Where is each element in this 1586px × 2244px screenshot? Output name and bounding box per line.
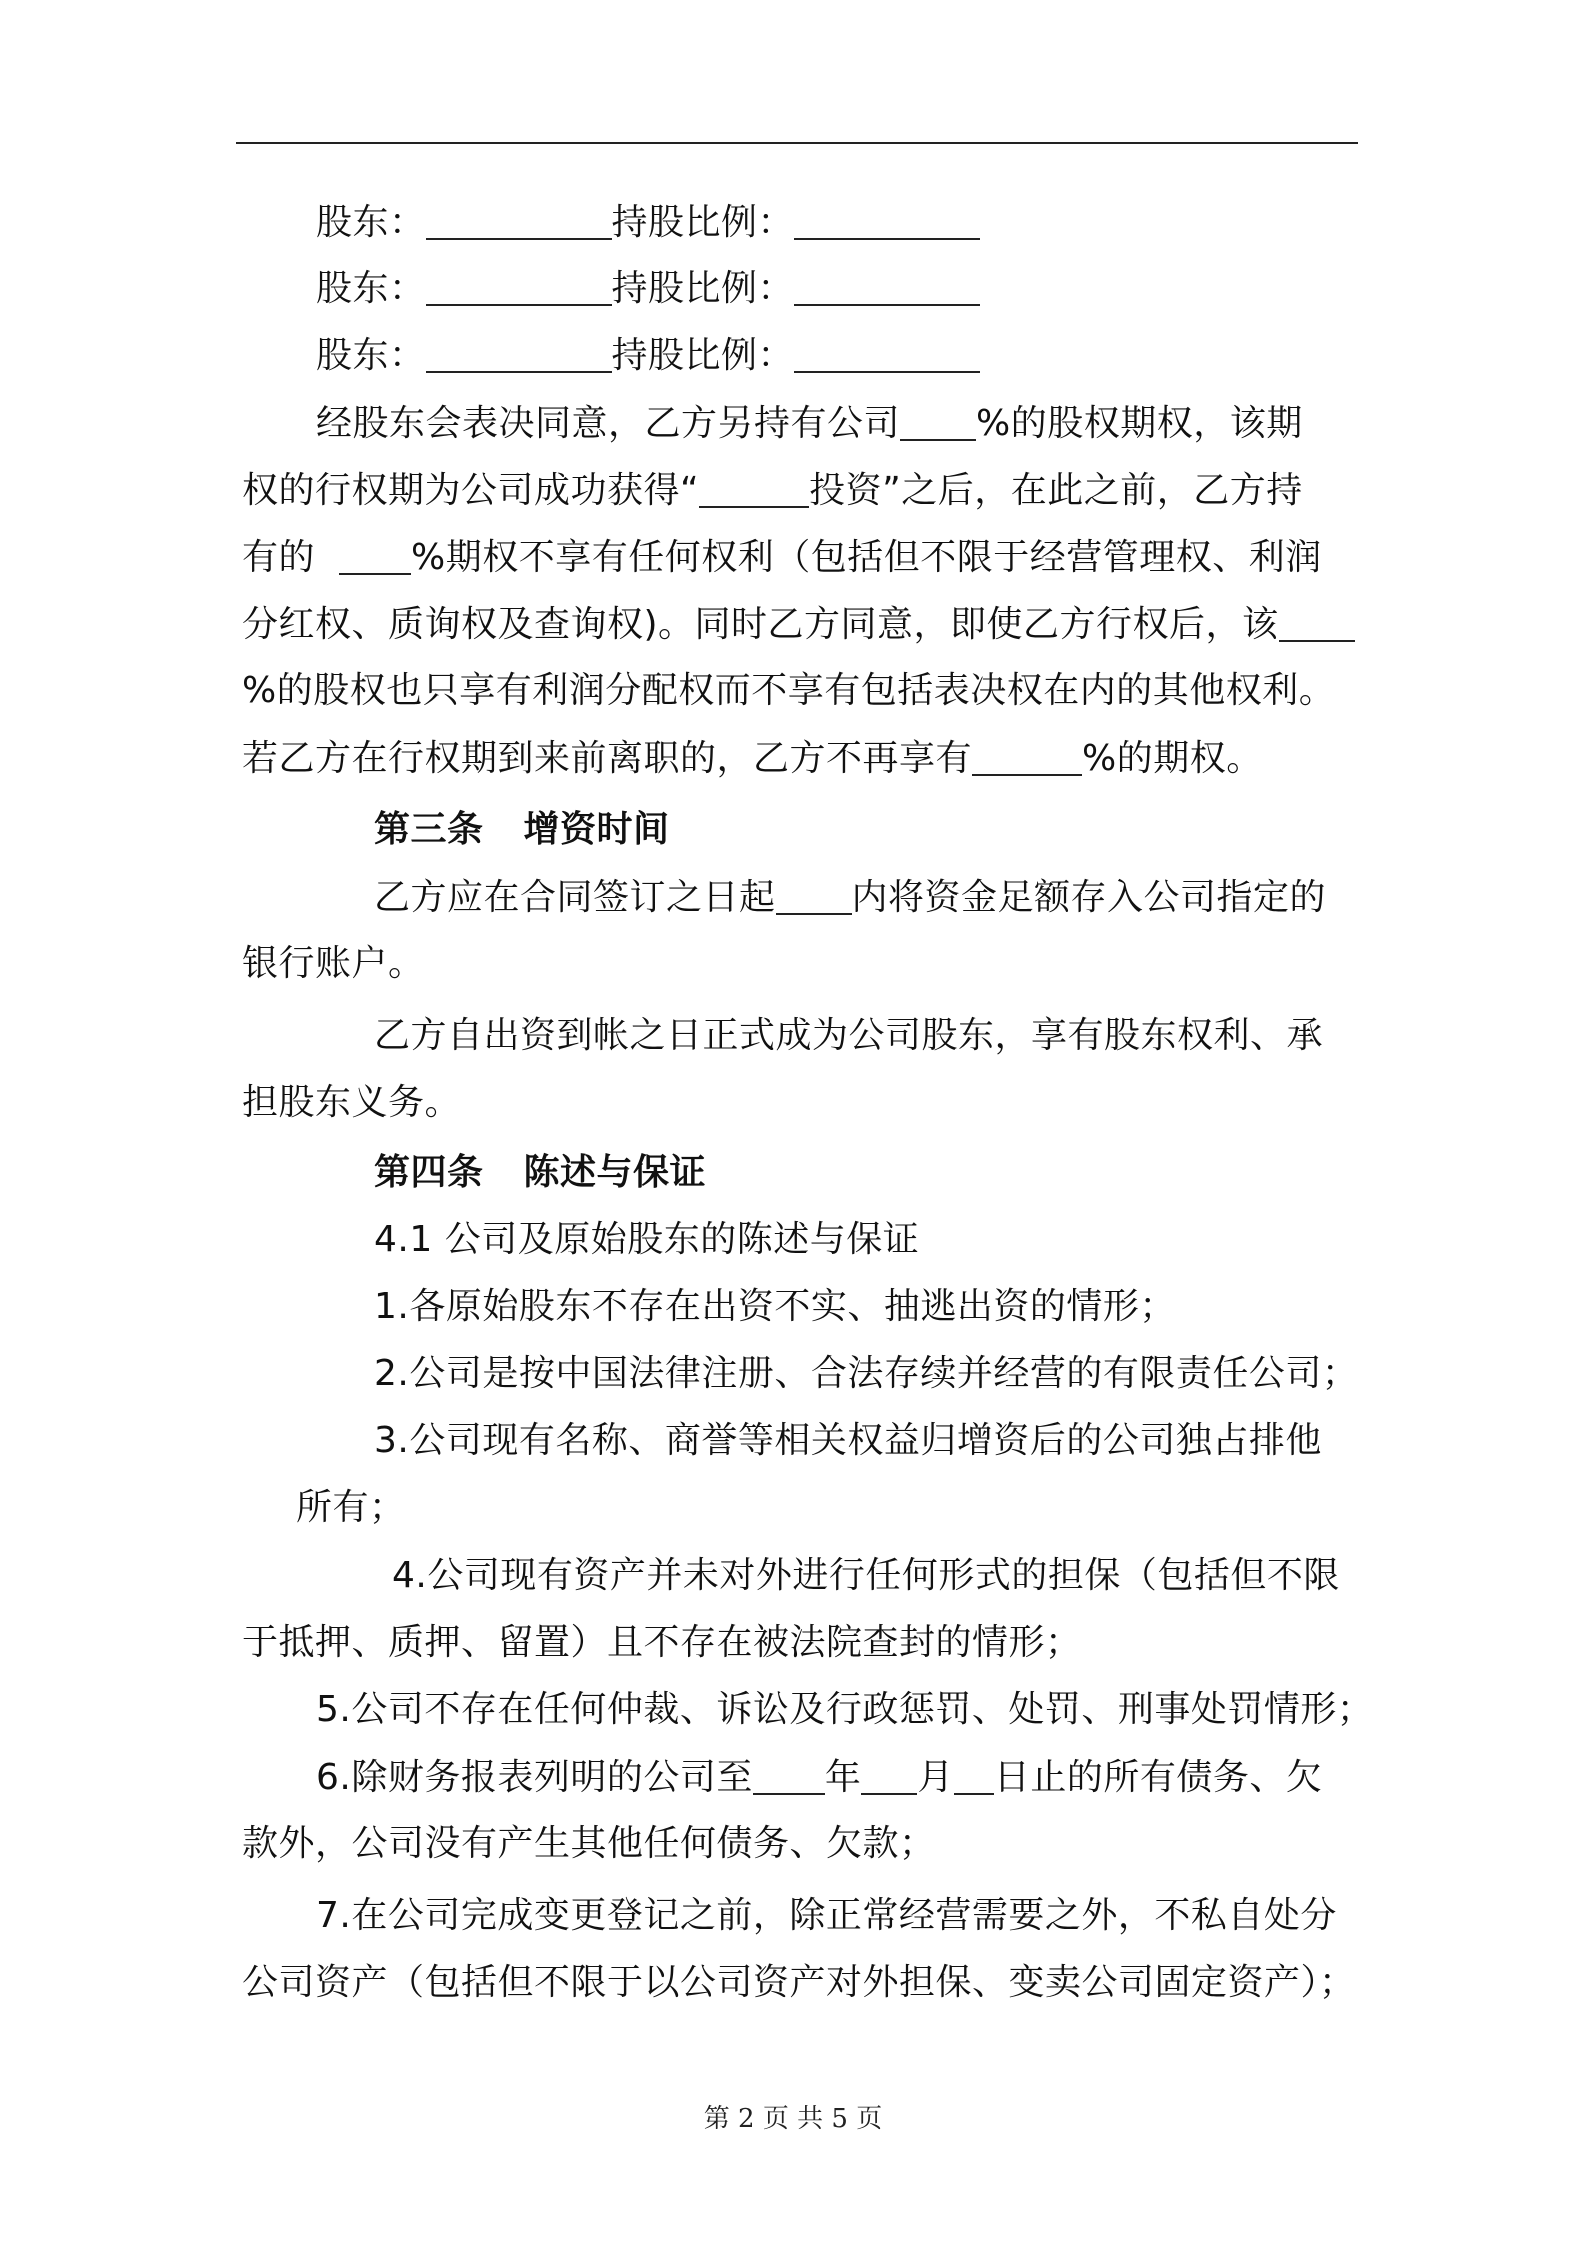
- list-item: [374, 1420, 1322, 1461]
- text: 银行账户。: [242, 943, 425, 984]
- text: 7.在公司完成变更登记之前，除正常经营需要之外，不私自处分: [316, 1895, 1337, 1936]
- list-item-continuation: [242, 1962, 1356, 2003]
- text: 1.各原始股东不存在出资不实、抽逃出资的情形；: [374, 1286, 1176, 1327]
- percent-blank: [1279, 606, 1355, 642]
- text: 4.公司现有资产并未对外进行任何形式的担保（包括但不限: [392, 1555, 1340, 1596]
- paragraph-line: [242, 606, 1355, 643]
- paragraph-line: [242, 1082, 462, 1123]
- paragraph-line: [242, 539, 1322, 576]
- ratio-blank: [794, 204, 980, 240]
- shareholder-label: 股东：: [316, 335, 426, 376]
- text: 月: [917, 1757, 954, 1798]
- text: %的股权期权，该期: [976, 403, 1303, 444]
- text: 经股东会表决同意，乙方另持有公司: [316, 403, 901, 444]
- ratio-label: 持股比例：: [611, 268, 795, 309]
- shareholder-row: [316, 270, 980, 307]
- text: 3.公司现有名称、商誉等相关权益归增资后的公司独占排他: [374, 1420, 1322, 1461]
- paragraph-line: [316, 405, 1303, 442]
- paragraph-line: [374, 1015, 1324, 1056]
- shareholder-name-blank: [426, 270, 612, 306]
- investment-blank: [699, 472, 809, 508]
- text: %的股权也只享有利润分配权而不享有包括表决权在内的其他权利。: [242, 670, 1336, 711]
- text: %的期权。: [1082, 738, 1263, 779]
- list-item: [374, 1353, 1359, 1394]
- ratio-blank: [794, 270, 980, 306]
- text: 担股东义务。: [242, 1082, 462, 1123]
- text: %期权不享有任何权利（包括但不限于经营管理权、利润: [411, 537, 1322, 578]
- text: 款外，公司没有产生其他任何债务、欠款；: [242, 1823, 936, 1864]
- paragraph-line: [242, 943, 425, 984]
- text: 所有；: [296, 1487, 406, 1528]
- text: 日止的所有债务、欠: [993, 1757, 1323, 1798]
- article-number: 第四条: [374, 1152, 484, 1193]
- day-blank: [954, 1759, 994, 1795]
- page-number-footer: 第 2 页 共 5 页: [703, 2104, 883, 2134]
- text: 乙方应在合同签订之日起: [374, 877, 776, 918]
- header-rule: [236, 142, 1358, 144]
- list-item: [316, 1759, 1322, 1796]
- text: 内将资金足额存入公司指定的: [851, 877, 1327, 918]
- list-item-continuation: [296, 1487, 406, 1528]
- shareholder-label: 股东：: [316, 202, 426, 243]
- percent-blank: [339, 539, 411, 575]
- list-item-continuation: [242, 1823, 936, 1864]
- text: 于抵押、质押、留置）且不存在被法院查封的情形；: [242, 1622, 1082, 1663]
- year-blank: [753, 1759, 825, 1795]
- days-blank: [776, 879, 852, 915]
- shareholder-name-blank: [426, 204, 612, 240]
- article-title: 陈述与保证: [523, 1152, 707, 1193]
- text: 有的: [242, 537, 316, 578]
- text: 2.公司是按中国法律注册、合法存续并经营的有限责任公司；: [374, 1353, 1359, 1394]
- ratio-blank: [794, 337, 980, 373]
- shareholder-row: [316, 204, 980, 241]
- month-blank: [861, 1759, 917, 1795]
- text: 年: [824, 1757, 862, 1798]
- shareholder-name-blank: [426, 337, 612, 373]
- text: 乙方自出资到帐之日正式成为公司股东，享有股东权利、承: [374, 1015, 1324, 1056]
- shareholder-row: [316, 337, 980, 374]
- list-item: [392, 1555, 1340, 1596]
- article-heading: [374, 809, 670, 850]
- text: 4.1 公司及原始股东的陈述与保证: [374, 1219, 920, 1260]
- paragraph-line: [242, 472, 1303, 509]
- text: 公司资产（包括但不限于以公司资产对外担保、变卖公司固定资产）；: [242, 1962, 1356, 2003]
- text: 5.公司不存在任何仲裁、诉讼及行政惩罚、处罚、刑事处罚情形；: [316, 1689, 1374, 1730]
- text: 分红权、质询权及查询权)。同时乙方同意，即使乙方行权后，该: [242, 604, 1279, 645]
- ratio-label: 持股比例：: [611, 335, 795, 376]
- paragraph-line: [242, 670, 1336, 711]
- article-heading: [374, 1152, 707, 1193]
- article-number: 第三条: [374, 809, 484, 850]
- text: 6.除财务报表列明的公司至: [316, 1757, 753, 1798]
- article-title: 增资时间: [523, 809, 670, 850]
- text: 若乙方在行权期到来前离职的，乙方不再享有: [242, 738, 973, 779]
- section-heading: [374, 1219, 920, 1260]
- shareholder-label: 股东：: [316, 268, 426, 309]
- percent-blank: [972, 740, 1082, 776]
- list-item-continuation: [242, 1622, 1082, 1663]
- text: 投资”之后，在此之前，乙方持: [809, 470, 1303, 511]
- list-item: [316, 1895, 1337, 1936]
- list-item: [374, 1286, 1176, 1327]
- paragraph-line: [242, 740, 1263, 777]
- percent-blank: [900, 405, 976, 441]
- list-item: [316, 1689, 1374, 1730]
- paragraph-line: [374, 879, 1326, 916]
- text: 权的行权期为公司成功获得“: [242, 470, 700, 511]
- ratio-label: 持股比例：: [611, 202, 795, 243]
